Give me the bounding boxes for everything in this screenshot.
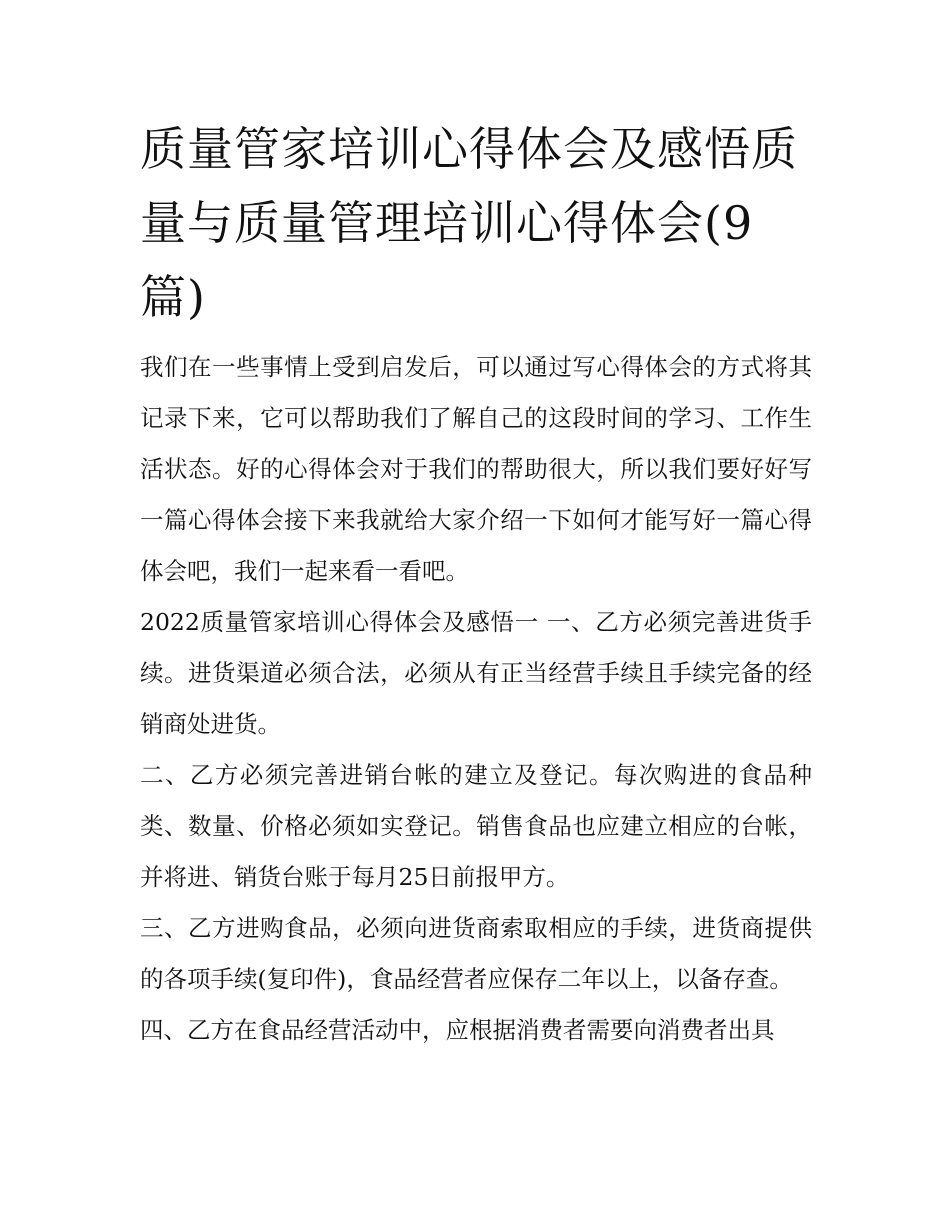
document-page [140,112,812,1056]
document-title: 质量管家培训心得体会及感悟质量与质量管理培训心得体会(9篇) [140,122,798,324]
paragraph-4: 四、乙方在食品经营活动中，应根据消费者需要向消费者出具 [140,1016,775,1044]
paragraph-2: 二、乙方必须完善进销台帐的建立及登记。每次购进的食品种类、数量、价格必须如实登记。销售食品也应建立相应的台帐，并将进、销货台账于每月25日前报甲方。 [140,761,812,891]
paragraph-3: 三、乙方进购食品，必须向进货商索取相应的手续，进货商提供的各项手续(复印件)，食品经营者应保存二年以上，以备存查。 [140,914,812,993]
paragraph-intro: 我们在一些事情上受到启发后，可以通过写心得体会的方式将其记录下来，它可以帮助我们了解自己的这段时间的学习、工作生活状态。好的心得体会对于我们的帮助很大，所以我们要好好写一篇心得体会接下来我就给大家介绍一下如何才能写好一篇心得体会吧，我们一起来看一看吧。 [140,353,812,585]
paragraph-1: 2022质量管家培训心得体会及感悟一 一、乙方必须完善进货手续。进货渠道必须合法，必须从有正当经营手续且手续完备的经销商处进货。 [140,608,812,738]
